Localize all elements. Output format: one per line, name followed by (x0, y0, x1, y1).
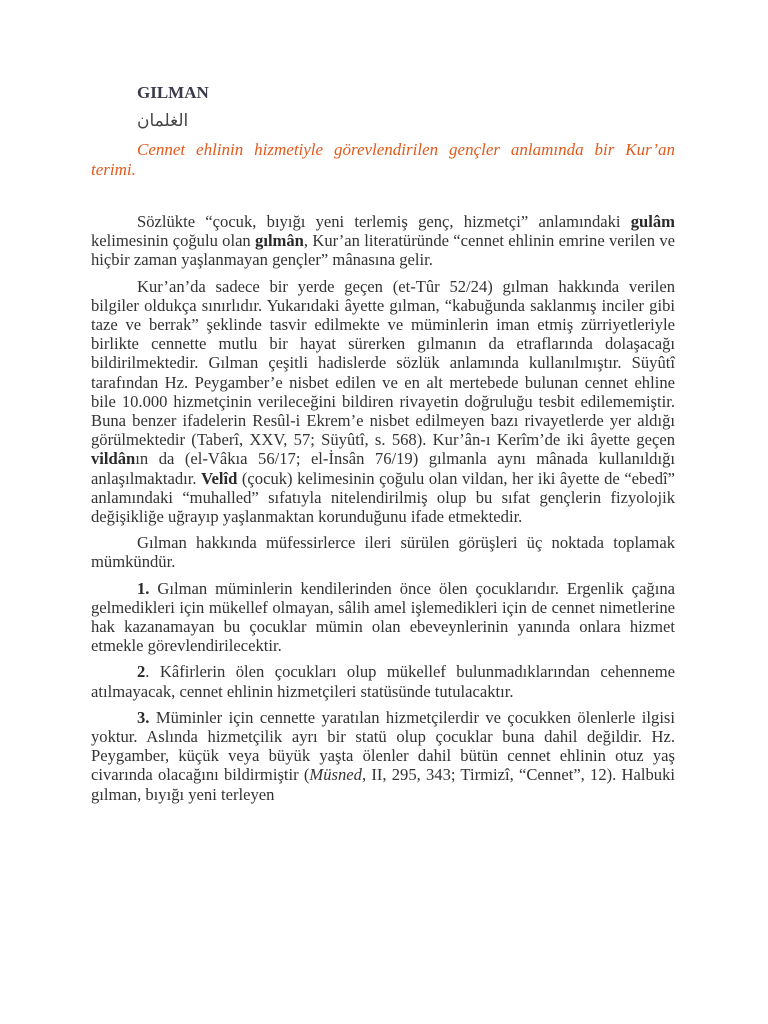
text: (çocuk) kelimesinin çoğulu olan vildan, her iki âyette de “ebedî” anlamındaki “muhalled” sıfatıyla nitelendirilmiş olup bu sıfat gençlerin fizyolojik değişikliğe uğrayıp yaşlanmaktan korunduğunu ifade etmektedir. (91, 468, 675, 527)
text: , II, 295, 343; Tirmizî, “Cennet”, 12). Halbuki gılman, bıyığı yeni terleyen (91, 765, 675, 804)
paragraph-2 (91, 277, 675, 527)
term-gulam: gulâm (630, 212, 675, 231)
paragraph-6 (91, 708, 675, 804)
item-number-1: 1. (137, 578, 150, 598)
text: Gılman müminlerin kendilerinden önce ölen çocuklarıdır. Ergenlik çağına gelmedikleri için mükellef olmayan, sâlih amel işlemedikleri için de cennet nimetlerine hak kazanamayan bu çocuklar mümin olan ebeveynlerinin yanında onlara hizmet etmekle görevlendirilecektir. (91, 578, 675, 656)
term-velid: Velîd (201, 468, 238, 488)
article (91, 82, 675, 804)
paragraph-3: Gılman hakkında müfessirlerce ileri sürülen görüşleri üç noktada toplamak mümkündür. (91, 533, 675, 572)
item-number-2: 2 (137, 662, 146, 682)
paragraph-1 (91, 212, 675, 270)
paragraph-5 (91, 662, 675, 700)
source-title: Müsned (309, 765, 362, 785)
article-summary: Cennet ehlinin hizmetiyle görevlendirilen gençler anlamında bir Kur’an terimi. (91, 140, 675, 179)
arabic-title: الغلمان (137, 111, 189, 131)
paragraph-4 (91, 579, 675, 656)
text: Sözlükte “çocuk, bıyığı yeni terlemiş genç, hizmetçi” anlamındaki (137, 212, 631, 231)
text: ın da (el-Vâkıa 56/17; el-İnsân 76/19) gılmanla aynı mânada kullanıldığı anlaşılmaktadır. (91, 449, 675, 488)
text: Müminler için cennette yaratılan hizmetçilerdir ve çocukken ölenlerle ilgisi yoktur. Aslında hizmetçilik ayrı bir statü olup çocuklar buna dahil değildir. Hz. Peygamber, küçük veya büyük yaşta ölenler dahil bütün cennet ehlinin otuz yaş civarında olacağını bildirmiştir ( (91, 707, 675, 785)
text: kelimesinin çoğulu olan (91, 231, 256, 251)
article-title: GILMAN (137, 83, 209, 102)
text: , Kur’an literatüründe “cennet ehlinin emrine verilen ve hiçbir zaman yaşlanmayan gençler” mânasına gelir. (91, 231, 675, 270)
text: Kur’an’da sadece bir yerde geçen (et-Tûr 52/24) gılman hakkında verilen bilgiler oldukça sınırlıdır. Yukarıdaki âyette gılman, “kabuğunda saklanmış inciler gibi taze ve berrak” şeklinde tasvir edilmekte ve müminlerin iman etmiş zürriyetleriyle birlikte cennette mutlu bir hayat sürerken gılmanın da etraflarında dolaşacağı bildirilmektedir. Gılman çeşitli hadislerde sözlük anlamında kullanılmıştır. Süyûtî tarafından Hz. Peygamber’e nisbet edilen ve en alt mertebede bulunan cennet ehline bile 10.000 hizmetçinin verileceğini bildiren rivayetin doğruluğu tesbit edilememiştir. Buna benzer ifadelerin Resûl-i Ekrem’e nisbet edilmeyen bazı rivayetlerde yer aldığı görülmektedir (Taberî, XXV, 57; Süyûtî, s. 568). Kur’ân-ı Kerîm’de iki âyette geçen (91, 276, 675, 450)
item-number-3: 3. (137, 707, 150, 727)
term-gilman: gılmân (255, 231, 304, 251)
term-vildan: vildân (91, 449, 136, 469)
text: . Kâfirlerin ölen çocukları olup mükellef bulunmadıklarından cehenneme atılmayacak, cennet ehlinin hizmetçileri statüsünde tutulacaktır. (91, 662, 675, 701)
